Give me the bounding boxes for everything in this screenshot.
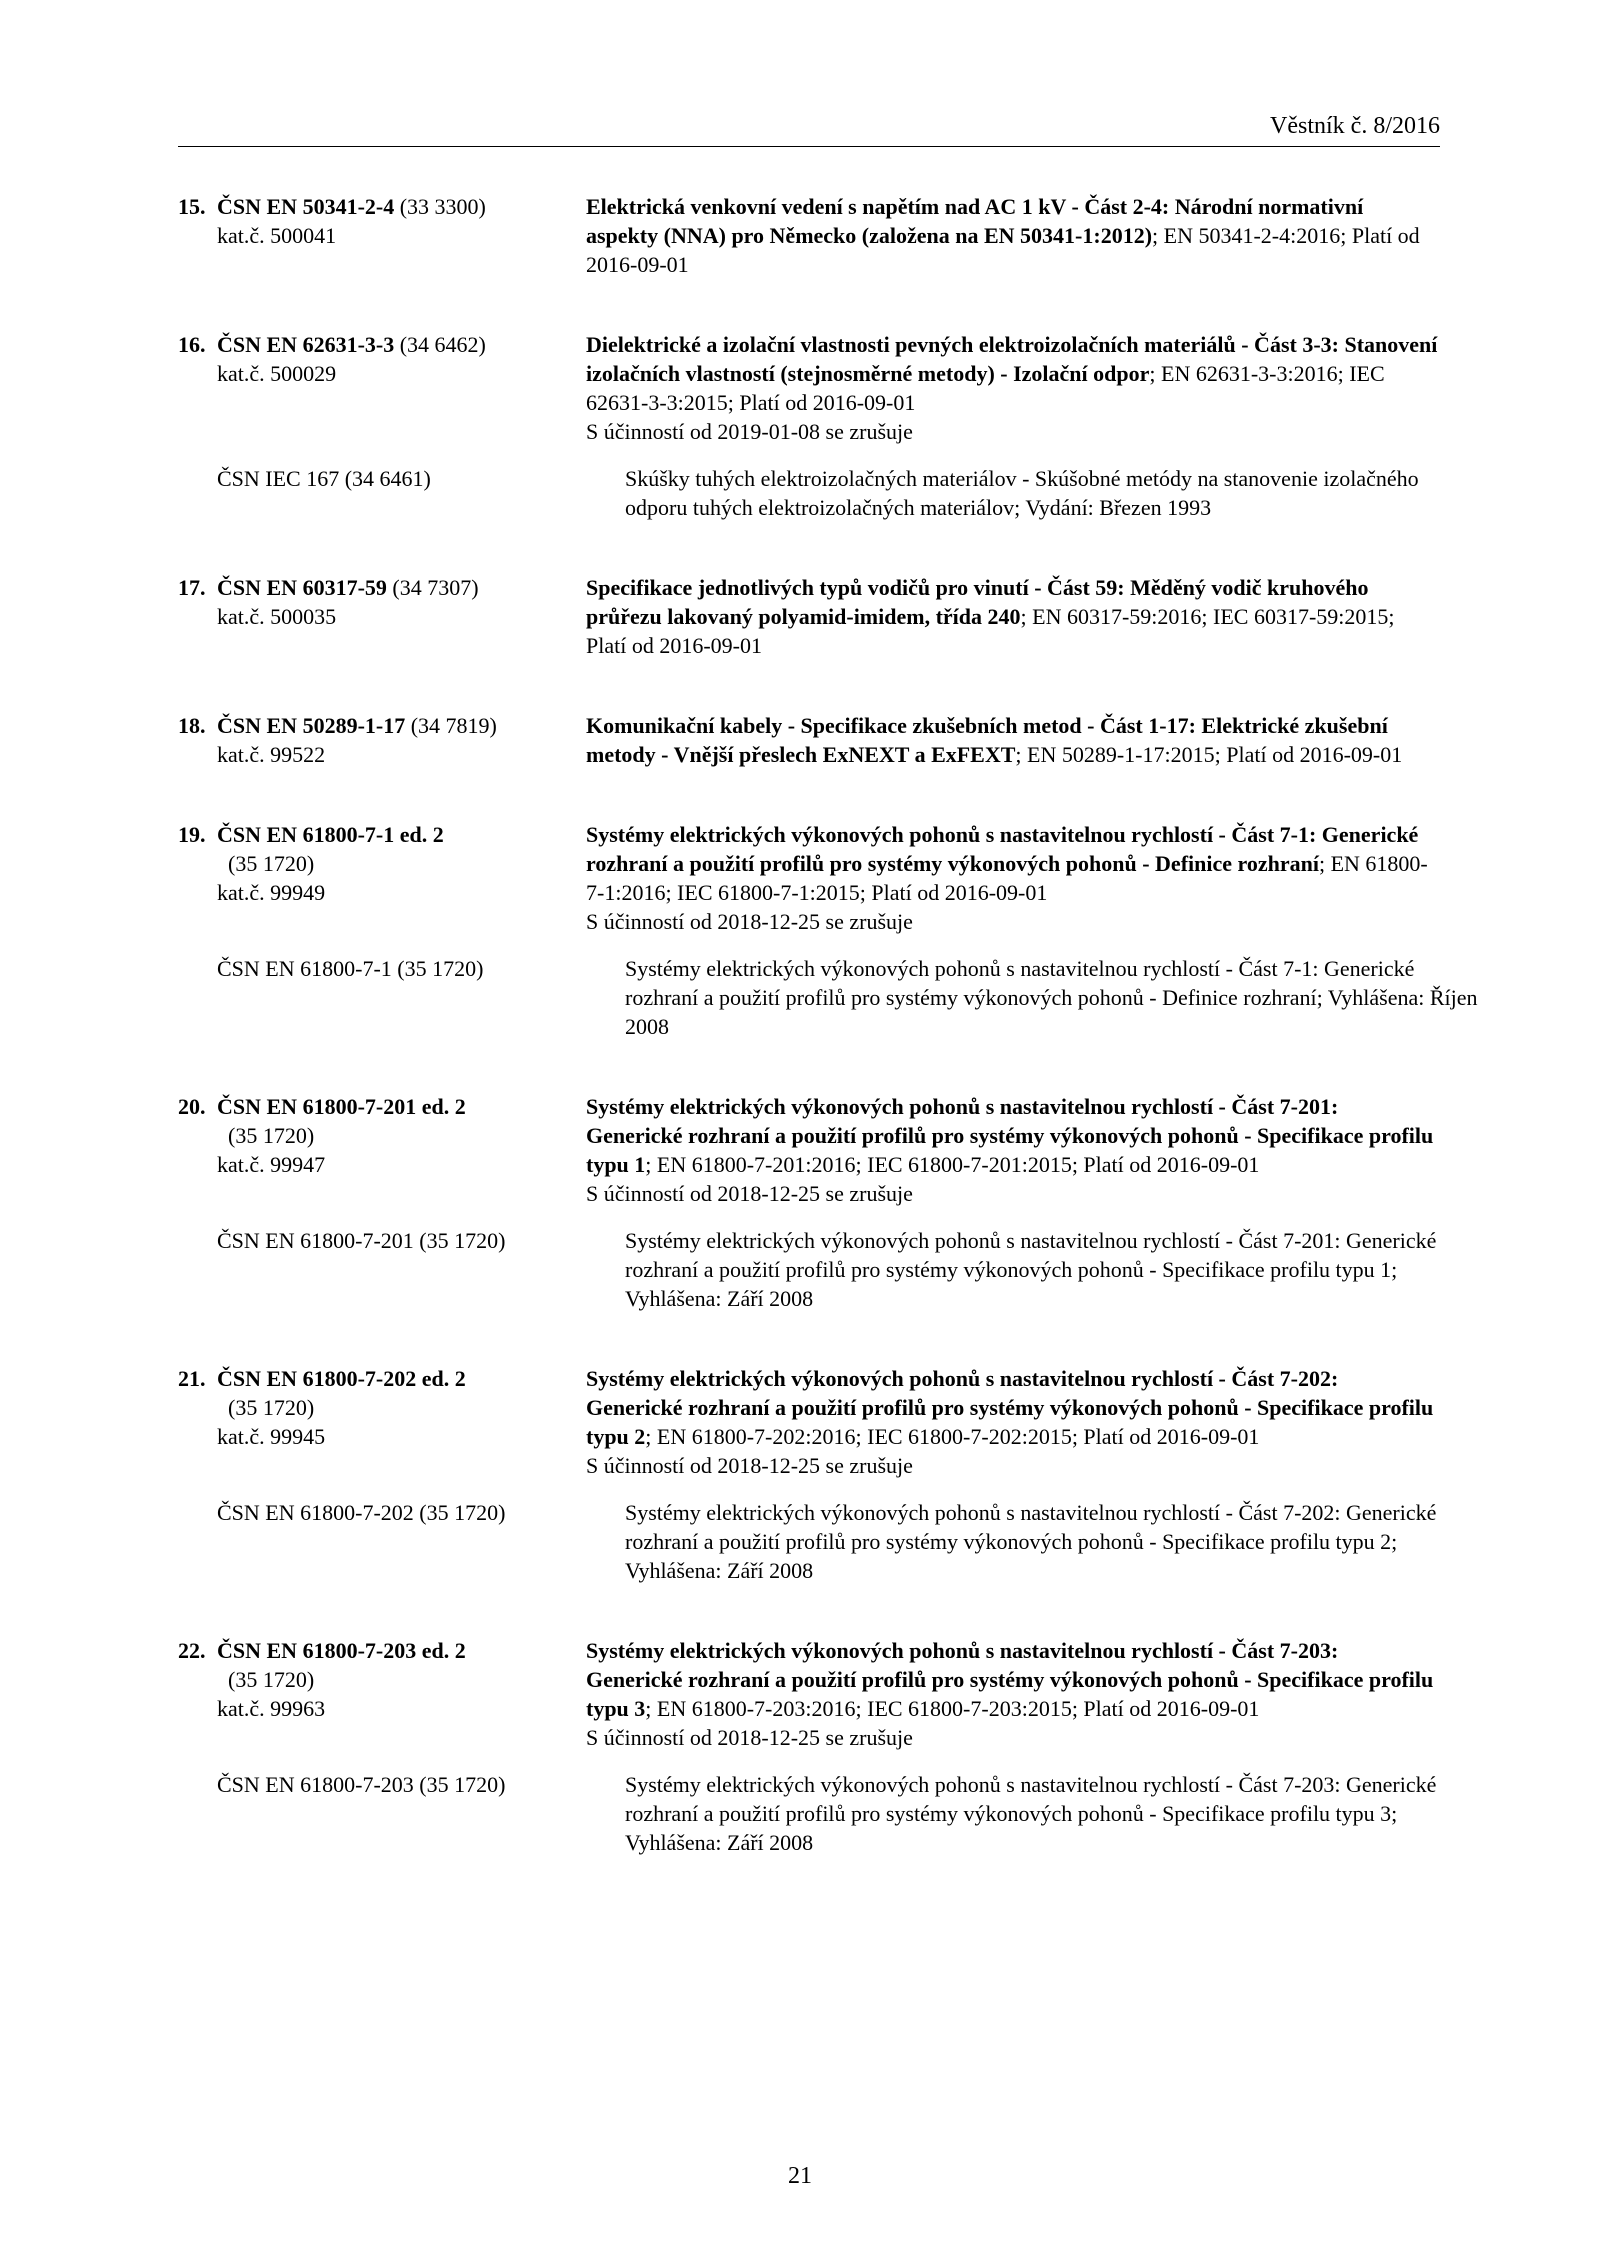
withdrawal-note: S účinností od 2018-12-25 se zrušuje: [586, 1181, 913, 1206]
replaced-standard-code: ČSN EN 61800-7-201 (35 1720): [217, 1228, 506, 1253]
entry-main-row: [178, 711, 1440, 769]
entry-identifier: [178, 711, 586, 769]
standard-entry: [178, 1364, 1440, 1585]
catalog-number: kat.č. 99522: [217, 742, 326, 767]
entry-number: 21.: [178, 1366, 206, 1391]
replaced-standard-text: Systémy elektrických výkonových pohonů s nastavitelnou rychlostí - Část 7-203: Generické rozhraní a použití profilů pro systémy výkonových pohonů - Specifikace profilu typu 3; Vyhlášena: Září 2008: [625, 1772, 1437, 1855]
standards-list: [178, 192, 1478, 1908]
standard-title: Elektrická venkovní vedení s napětím nad AC 1 kV - Část 2-4: Národní normativní aspekty (NNA) pro Německo (založena na EN 50341-1:2012): [586, 194, 1364, 248]
entry-identifier: [178, 820, 586, 936]
catalog-number: kat.č. 500035: [217, 604, 337, 629]
catalog-number: kat.č. 99963: [217, 1696, 326, 1721]
standard-details: ; EN 62631-3-3:2016; IEC 62631-3-3:2015; Platí od 2016-09-01: [586, 361, 1385, 415]
replaced-standard-row: [178, 464, 1440, 522]
entry-number: 22.: [178, 1638, 206, 1663]
class-code: (33 3300): [399, 194, 486, 219]
entry-main-row: [178, 1092, 1440, 1208]
standard-details: ; EN 50289-1-17:2015; Platí od 2016-09-01: [1015, 742, 1403, 767]
catalog-number: kat.č. 99949: [217, 880, 326, 905]
entry-identifier: [178, 1092, 586, 1208]
entry-description: [586, 192, 1440, 279]
entry-identifier: [178, 1364, 586, 1480]
standard-title: Systémy elektrických výkonových pohonů s nastavitelnou rychlostí - Část 7-1: Generické rozhraní a použití profilů pro systémy výkonových pohonů - Definice rozhraní: [586, 822, 1419, 876]
class-code: (34 6462): [399, 332, 486, 357]
entry-number: 16.: [178, 332, 206, 357]
entry-number: 20.: [178, 1094, 206, 1119]
entry-number: 15.: [178, 194, 206, 219]
standard-code: ČSN EN 61800-7-202 ed. 2: [217, 1366, 466, 1391]
replaced-standard-row: [178, 1770, 1440, 1857]
entry-number: 19.: [178, 822, 206, 847]
entry-main-row: [178, 1364, 1440, 1480]
replaced-standard-text: Systémy elektrických výkonových pohonů s nastavitelnou rychlostí - Část 7-201: Generické rozhraní a použití profilů pro systémy výkonových pohonů - Specifikace profilu typu 1; Vyhlášena: Září 2008: [625, 1228, 1437, 1311]
entry-description: [586, 1364, 1440, 1480]
standard-entry: [178, 820, 1478, 1041]
class-code: (35 1720): [228, 1395, 315, 1420]
standard-entry: [178, 573, 1440, 660]
catalog-number: kat.č. 500029: [217, 361, 337, 386]
standard-entry: [178, 330, 1440, 522]
entry-description: [586, 1092, 1440, 1208]
header-title: Věstník č. 8/2016: [1270, 113, 1440, 139]
catalog-number: kat.č. 99947: [217, 1152, 326, 1177]
withdrawal-note: S účinností od 2019-01-08 se zrušuje: [586, 419, 913, 444]
entry-number: 18.: [178, 713, 206, 738]
standard-title: Systémy elektrických výkonových pohonů s nastavitelnou rychlostí - Část 7-203: Generické rozhraní a použití profilů pro systémy výkonových pohonů - Specifikace profilu typu 3: [586, 1638, 1434, 1721]
standard-code: ČSN EN 61800-7-201 ed. 2: [217, 1094, 466, 1119]
class-code: (35 1720): [228, 1667, 315, 1692]
replaced-standard-row: [178, 1498, 1440, 1585]
standard-title: Systémy elektrických výkonových pohonů s nastavitelnou rychlostí - Část 7-201: Generické rozhraní a použití profilů pro systémy výkonových pohonů - Specifikace profilu typu 1: [586, 1094, 1434, 1177]
standard-code: ČSN EN 62631-3-3: [217, 332, 395, 357]
entry-identifier: [178, 573, 586, 660]
entry-identifier: [178, 1636, 586, 1752]
replaced-standard-code: ČSN EN 61800-7-1 (35 1720): [217, 956, 484, 981]
class-code: (34 7819): [410, 713, 497, 738]
withdrawal-note: S účinností od 2018-12-25 se zrušuje: [586, 1453, 913, 1478]
replaced-standard-text: Skúšky tuhých elektroizolačných materiálov - Skúšobné metódy na stanovenie izolačného odporu tuhých elektroizolačných materiálov; Vydání: Březen 1993: [625, 466, 1419, 520]
standard-code: ČSN EN 50289-1-17: [217, 713, 406, 738]
standard-code: ČSN EN 61800-7-203 ed. 2: [217, 1638, 466, 1663]
class-code: (35 1720): [228, 1123, 315, 1148]
standard-code: ČSN EN 61800-7-1 ed. 2: [217, 822, 444, 847]
entry-main-row: [178, 1636, 1440, 1752]
standard-code: ČSN EN 60317-59: [217, 575, 387, 600]
entry-identifier: [178, 192, 586, 279]
catalog-number: kat.č. 99945: [217, 1424, 326, 1449]
standard-entry: [178, 192, 1440, 279]
entry-main-row: [178, 330, 1440, 446]
replaced-standard-row: [178, 1226, 1440, 1313]
replaced-standard-code: ČSN EN 61800-7-202 (35 1720): [217, 1500, 506, 1525]
standard-title: Dielektrické a izolační vlastnosti pevných elektroizolačních materiálů - Část 3-3: Stanovení izolačních vlastností (stejnosměrné metody) - Izolační odpor: [586, 332, 1438, 386]
withdrawal-note: S účinností od 2018-12-25 se zrušuje: [586, 909, 913, 934]
entry-number: 17.: [178, 575, 206, 600]
catalog-number: kat.č. 500041: [217, 223, 337, 248]
entry-description: [586, 820, 1440, 936]
entry-description: [586, 711, 1440, 769]
standard-entry: [178, 711, 1440, 769]
standard-entry: [178, 1092, 1440, 1313]
standard-title: Komunikační kabely - Specifikace zkušebních metod - Část 1-17: Elektrické zkušební metody - Vnější přeslech ExNEXT a ExFEXT: [586, 713, 1388, 767]
replaced-standard-text: Systémy elektrických výkonových pohonů s nastavitelnou rychlostí - Část 7-1: Generické rozhraní a použití profilů pro systémy výkonových pohonů - Definice rozhraní; Vyhlášena: Říjen 2008: [625, 956, 1478, 1039]
header-rule: [178, 146, 1440, 147]
entry-main-row: [178, 820, 1440, 936]
standard-details: ; EN 50341-2-4:2016; Platí od 2016-09-01: [586, 223, 1420, 277]
replaced-standard-row: [178, 954, 1478, 1041]
class-code: (34 7307): [392, 575, 479, 600]
entry-identifier: [178, 330, 586, 446]
class-code: (35 1720): [228, 851, 315, 876]
standard-code: ČSN EN 50341-2-4: [217, 194, 395, 219]
page-number: 21: [788, 2163, 812, 2189]
standard-details: ; EN 61800-7-202:2016; IEC 61800-7-202:2015; Platí od 2016-09-01: [645, 1424, 1260, 1449]
entry-main-row: [178, 192, 1440, 279]
replaced-standard-code: ČSN IEC 167 (34 6461): [217, 466, 431, 491]
standard-title: Specifikace jednotlivých typů vodičů pro vinutí - Část 59: Měděný vodič kruhového průřezu lakovaný polyamid-imidem, třída 240: [586, 575, 1369, 629]
standard-title: Systémy elektrických výkonových pohonů s nastavitelnou rychlostí - Část 7-202: Generické rozhraní a použití profilů pro systémy výkonových pohonů - Specifikace profilu typu 2: [586, 1366, 1434, 1449]
entry-main-row: [178, 573, 1440, 660]
replaced-standard-code: ČSN EN 61800-7-203 (35 1720): [217, 1772, 506, 1797]
entry-description: [586, 573, 1440, 660]
replaced-standard-text: Systémy elektrických výkonových pohonů s nastavitelnou rychlostí - Část 7-202: Generické rozhraní a použití profilů pro systémy výkonových pohonů - Specifikace profilu typu 2; Vyhlášena: Září 2008: [625, 1500, 1437, 1583]
entry-description: [586, 1636, 1440, 1752]
standard-details: ; EN 61800-7-203:2016; IEC 61800-7-203:2015; Platí od 2016-09-01: [645, 1696, 1260, 1721]
standard-entry: [178, 1636, 1440, 1857]
standard-details: ; EN 60317-59:2016; IEC 60317-59:2015; Platí od 2016-09-01: [586, 604, 1395, 658]
standard-details: ; EN 61800-7-201:2016; IEC 61800-7-201:2015; Platí od 2016-09-01: [645, 1152, 1260, 1177]
withdrawal-note: S účinností od 2018-12-25 se zrušuje: [586, 1725, 913, 1750]
standard-details: ; EN 61800-7-1:2016; IEC 61800-7-1:2015; Platí od 2016-09-01: [586, 851, 1428, 905]
entry-description: [586, 330, 1440, 446]
